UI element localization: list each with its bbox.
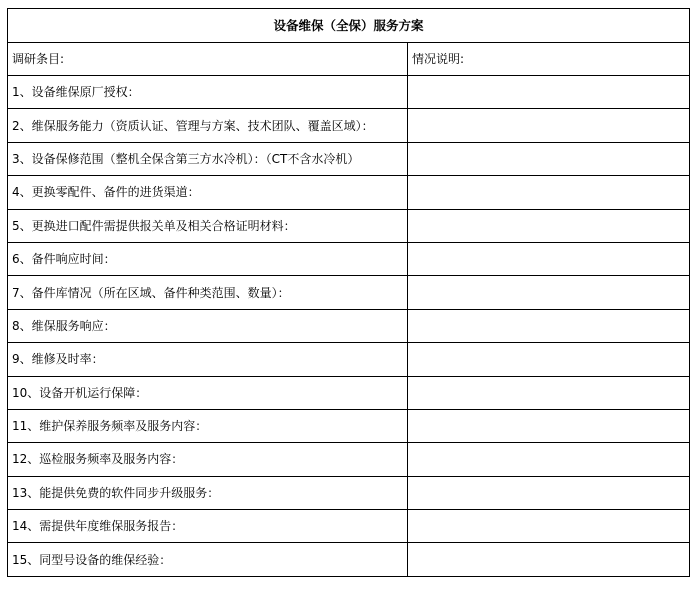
table-body bbox=[8, 43, 690, 577]
note-cell[interactable] bbox=[408, 76, 690, 109]
note-cell[interactable] bbox=[408, 176, 690, 209]
header-note-cell: 情况说明: bbox=[408, 43, 690, 76]
note-cell[interactable] bbox=[408, 142, 690, 175]
item-cell: 8、维保服务响应： bbox=[8, 309, 408, 342]
table-row bbox=[8, 443, 690, 476]
item-cell: 2、维保服务能力（资质认证、管理与方案、技术团队、覆盖区域）： bbox=[8, 109, 408, 142]
note-cell[interactable] bbox=[408, 242, 690, 275]
note-cell[interactable] bbox=[408, 409, 690, 442]
item-cell: 12、巡检服务频率及服务内容： bbox=[8, 443, 408, 476]
note-cell[interactable] bbox=[408, 510, 690, 543]
note-cell[interactable] bbox=[408, 476, 690, 509]
note-cell[interactable] bbox=[408, 376, 690, 409]
item-cell: 13、能提供免费的软件同步升级服务： bbox=[8, 476, 408, 509]
table-row bbox=[8, 176, 690, 209]
table-row bbox=[8, 242, 690, 275]
item-cell: 4、更换零配件、备件的进货渠道： bbox=[8, 176, 408, 209]
table-row bbox=[8, 543, 690, 576]
table-row bbox=[8, 343, 690, 376]
note-cell[interactable] bbox=[408, 276, 690, 309]
item-cell: 1、设备维保原厂授权： bbox=[8, 76, 408, 109]
note-cell[interactable] bbox=[408, 343, 690, 376]
item-cell: 9、维修及时率： bbox=[8, 343, 408, 376]
table-row bbox=[8, 376, 690, 409]
note-cell[interactable] bbox=[408, 109, 690, 142]
item-cell: 15、同型号设备的维保经验： bbox=[8, 543, 408, 576]
table-row bbox=[8, 142, 690, 175]
table-row bbox=[8, 409, 690, 442]
table-row bbox=[8, 309, 690, 342]
header-item-cell: 调研条目: bbox=[8, 43, 408, 76]
note-cell[interactable] bbox=[408, 543, 690, 576]
table-row bbox=[8, 510, 690, 543]
note-cell[interactable] bbox=[408, 443, 690, 476]
item-cell: 6、备件响应时间： bbox=[8, 242, 408, 275]
table-title: 设备维保（全保）服务方案 bbox=[8, 9, 690, 43]
item-cell: 11、维护保养服务频率及服务内容： bbox=[8, 409, 408, 442]
item-cell: 3、设备保修范围（整机全保含第三方水冷机）：（CT不含水冷机） bbox=[8, 142, 408, 175]
item-cell: 14、需提供年度维保服务报告： bbox=[8, 510, 408, 543]
table-row bbox=[8, 209, 690, 242]
item-cell: 10、设备开机运行保障： bbox=[8, 376, 408, 409]
note-cell[interactable] bbox=[408, 309, 690, 342]
table-row bbox=[8, 76, 690, 109]
table-row bbox=[8, 276, 690, 309]
service-plan-table bbox=[7, 8, 690, 577]
header-row bbox=[8, 43, 690, 76]
table-row bbox=[8, 476, 690, 509]
note-cell[interactable] bbox=[408, 209, 690, 242]
table-row bbox=[8, 109, 690, 142]
item-cell: 7、备件库情况（所在区域、备件种类范围、数量）： bbox=[8, 276, 408, 309]
item-cell: 5、更换进口配件需提供报关单及相关合格证明材料： bbox=[8, 209, 408, 242]
